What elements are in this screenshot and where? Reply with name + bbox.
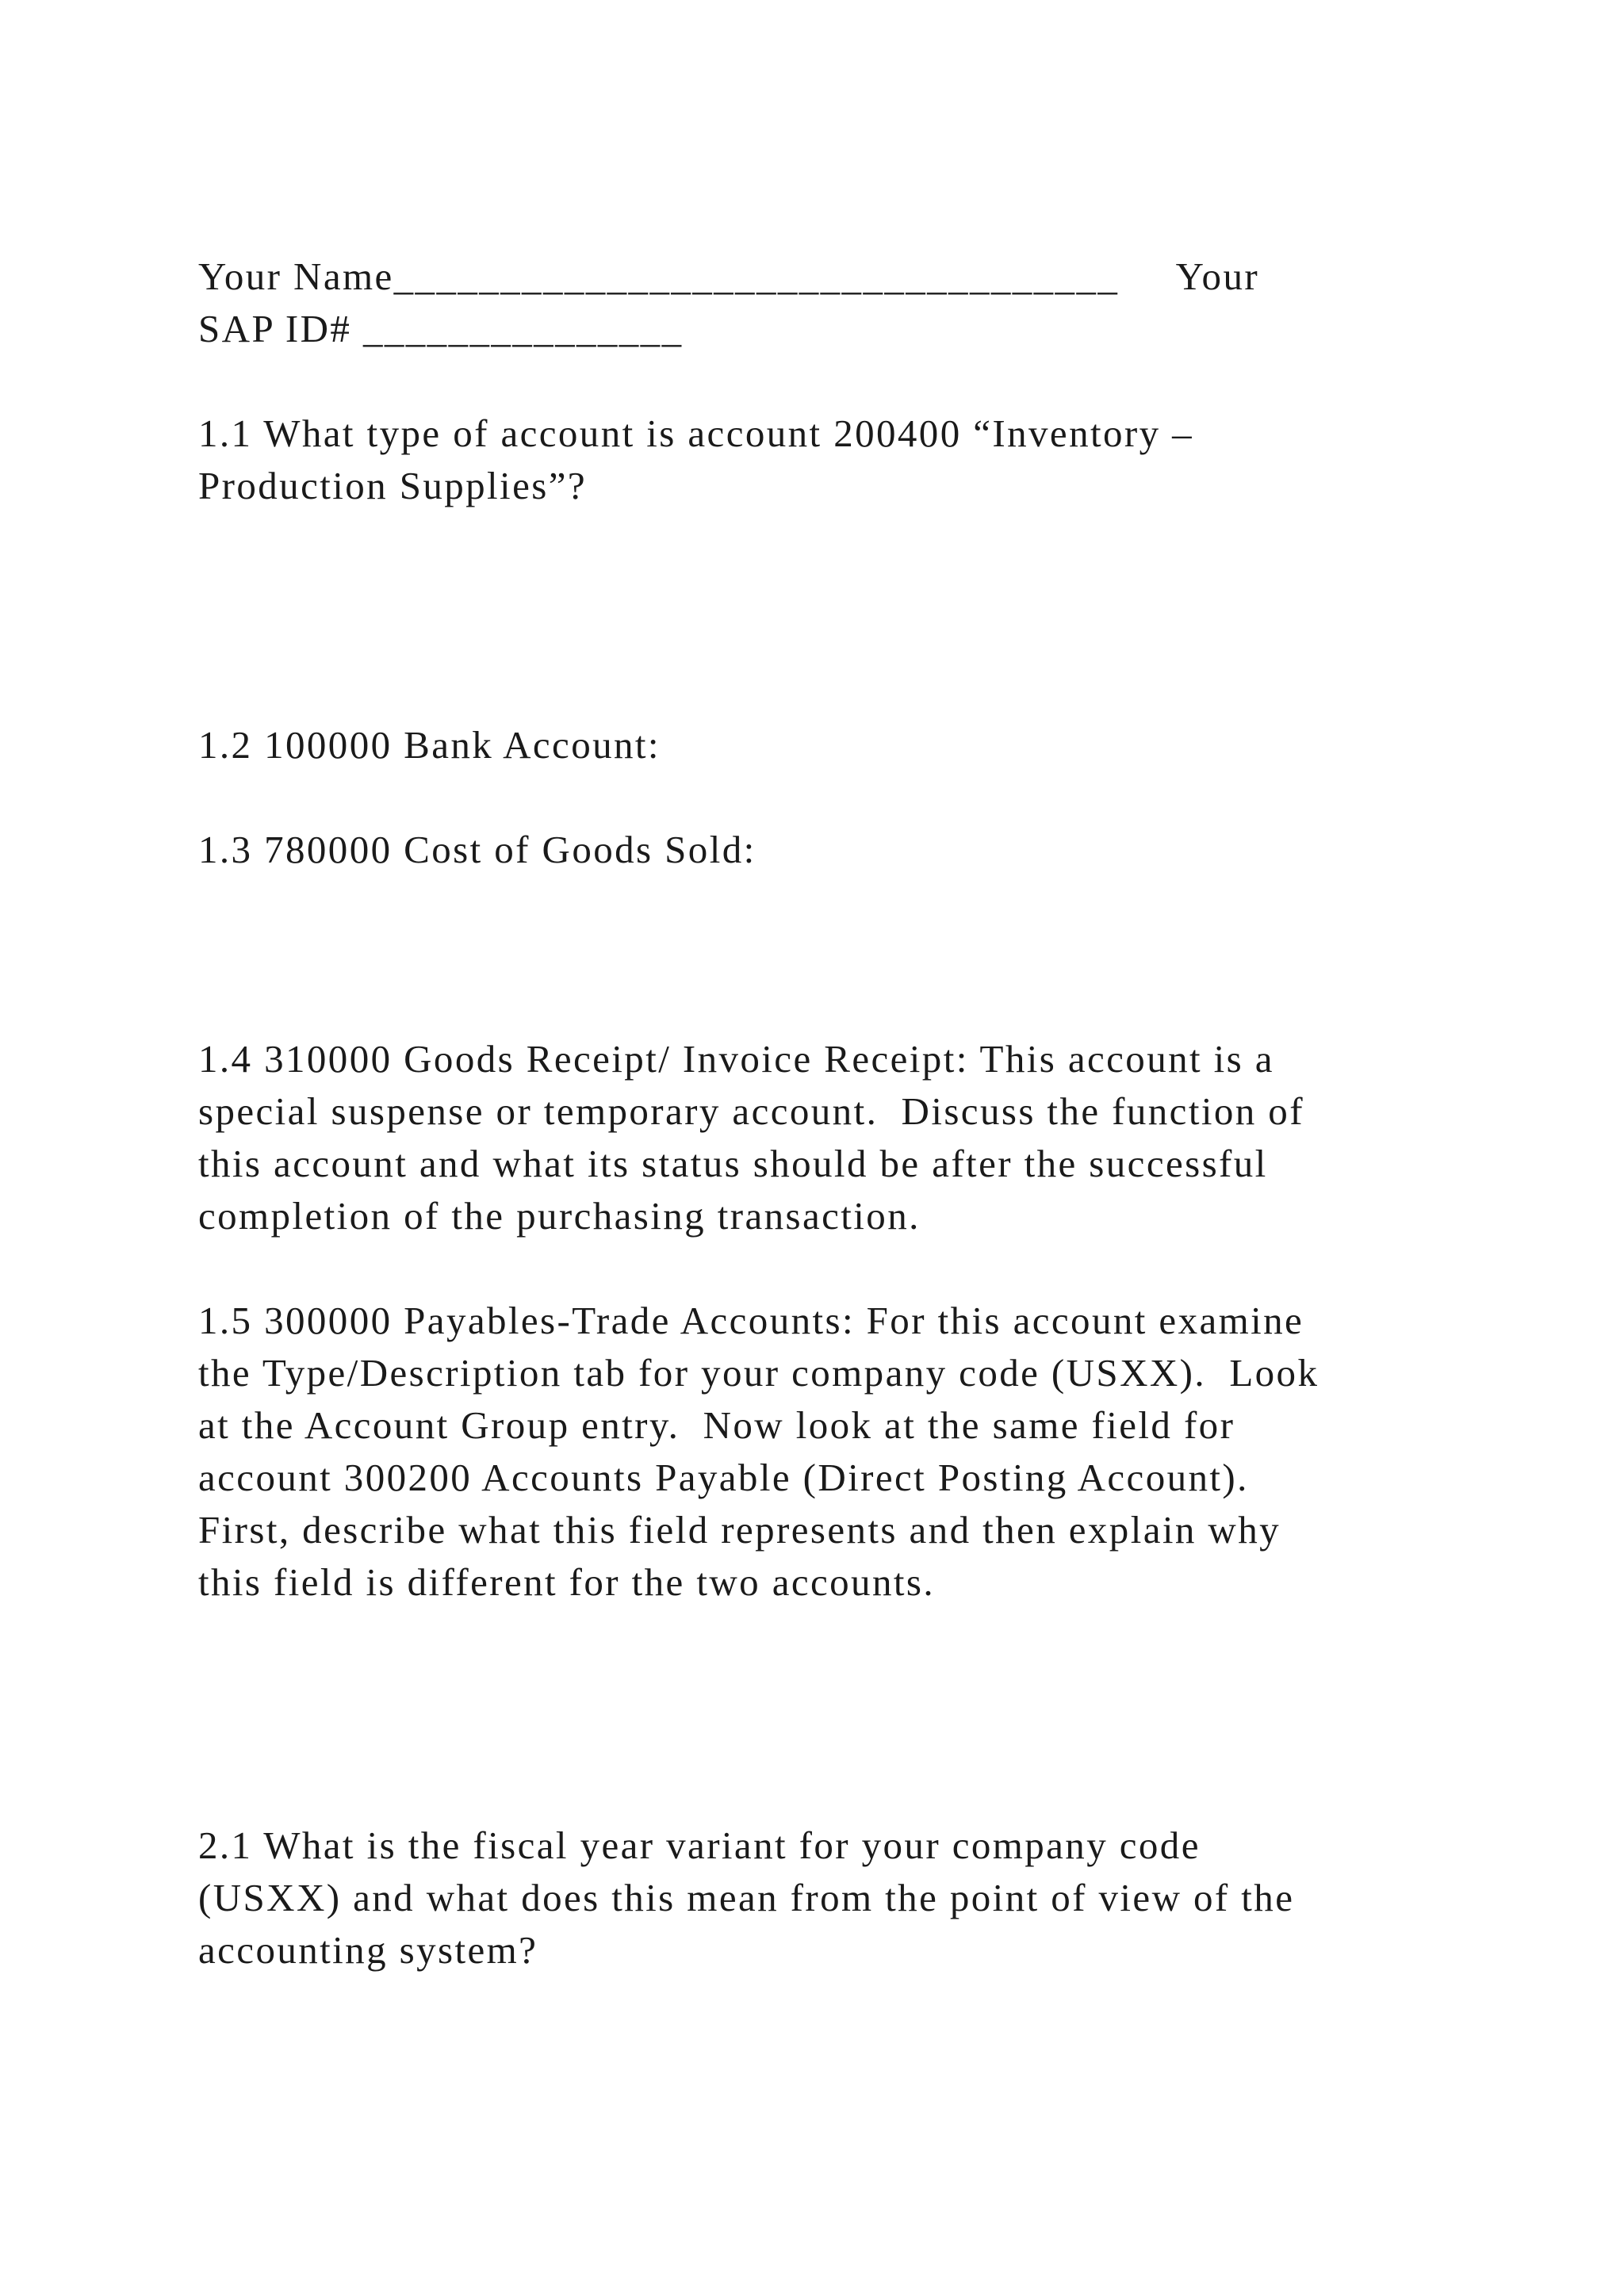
name-field-label: Your Name__________________________________ Your	[198, 254, 1260, 298]
question-line: accounting system?	[198, 1928, 538, 1972]
sap-id-field-label: SAP ID# _______________	[198, 307, 684, 350]
question-line: Production Supplies”?	[198, 464, 587, 507]
question-line: 1.4 310000 Goods Receipt/ Invoice Receipt: This account is a	[198, 1037, 1274, 1081]
question-line: 2.1 What is the fiscal year variant for your company code	[198, 1823, 1201, 1867]
question-line: at the Account Group entry. Now look at the same field for	[198, 1403, 1235, 1447]
question-line: this field is different for the two accounts.	[198, 1560, 935, 1604]
question-line: the Type/Description tab for your company code (USXX). Look	[198, 1351, 1320, 1395]
question-line: completion of the purchasing transaction.	[198, 1194, 921, 1238]
question-line: (USXX) and what does this mean from the point of view of the	[198, 1876, 1295, 1919]
question-line: 1.1 What type of account is account 200400 “Inventory –	[198, 411, 1194, 455]
question-line: special suspense or temporary account. Discuss the function of	[198, 1089, 1304, 1133]
question-1-2: 1.2 100000 Bank Account:	[198, 723, 661, 767]
question-line: this account and what its status should be after the successful	[198, 1142, 1268, 1185]
question-1-3: 1.3 780000 Cost of Goods Sold:	[198, 828, 756, 871]
question-line: account 300200 Accounts Payable (Direct Posting Account).	[198, 1456, 1249, 1499]
question-line: First, describe what this field represents and then explain why	[198, 1508, 1281, 1552]
question-line: 1.5 300000 Payables-Trade Accounts: For this account examine	[198, 1299, 1304, 1342]
